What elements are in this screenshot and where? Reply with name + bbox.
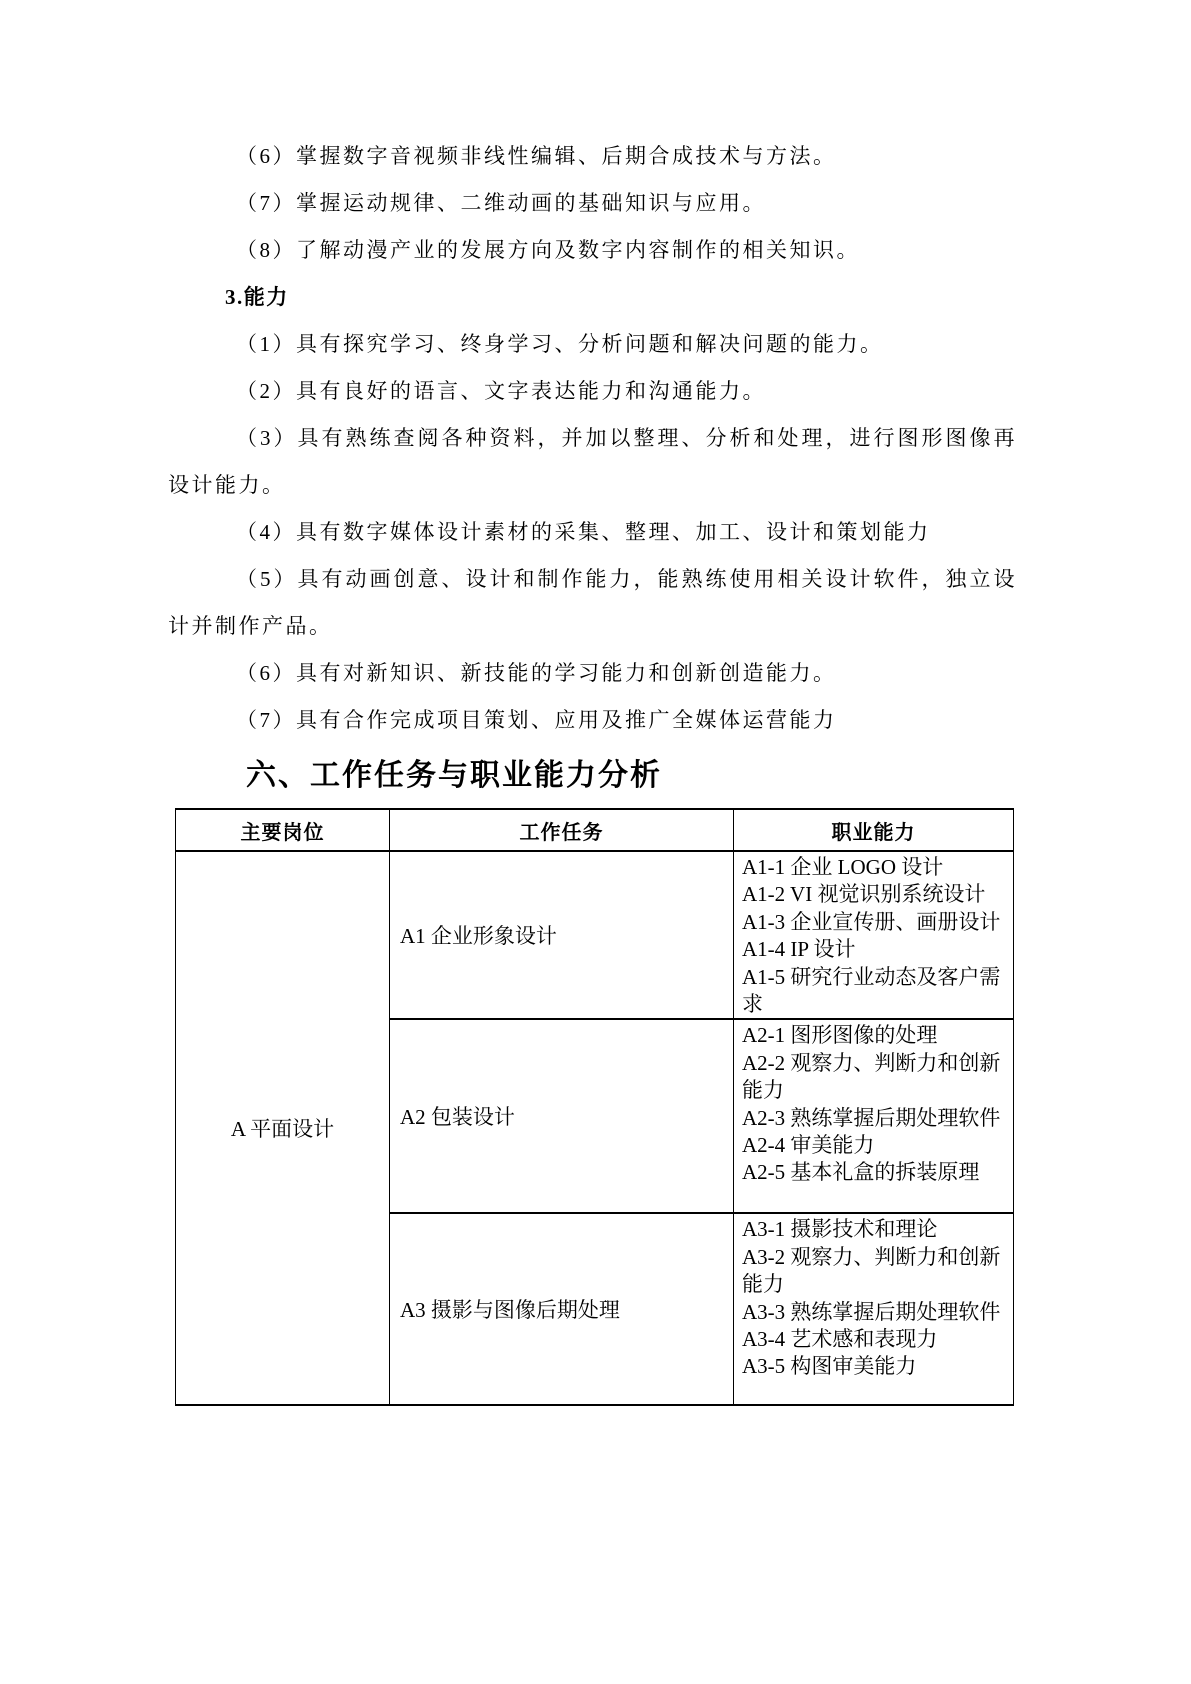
capability-item: A2-2 观察力、判断力和创新能力	[742, 1050, 1001, 1103]
capability-item: A3-1 摄影技术和理论	[742, 1217, 938, 1242]
capability-item: A3-5 构图审美能力	[742, 1354, 917, 1379]
paragraph-ability-7: （7）具有合作完成项目策划、应用及推广全媒体运营能力	[236, 708, 837, 732]
capability-item: A3-3 熟练掌握后期处理软件	[742, 1299, 1001, 1324]
paragraph-ability-2: （2）具有良好的语言、文字表达能力和沟通能力。	[236, 379, 766, 403]
capability-item: A3-4 艺术感和表现力	[742, 1327, 938, 1352]
cell-abilities-a2	[734, 1019, 1014, 1213]
body-text-block	[168, 133, 1017, 744]
column-header-main-position: 主要岗位	[176, 809, 390, 851]
cell-abilities-a3	[734, 1213, 1014, 1405]
capability-item: A1-5 研究行业动态及客户需求	[742, 964, 1001, 1017]
section-heading: 六、工作任务与职业能力分析	[246, 759, 662, 792]
task-ability-table	[175, 808, 1014, 1406]
cell-task-a1: A1 企业形象设计	[390, 851, 734, 1019]
cell-position-group: A 平面设计	[176, 851, 390, 1405]
capability-item: A1-2 VI 视觉识别系统设计	[742, 882, 986, 907]
paragraph-ability-1: （1）具有探究学习、终身学习、分析问题和解决问题的能力。	[236, 332, 884, 356]
capability-item: A2-1 图形图像的处理	[742, 1023, 938, 1048]
paragraph-knowledge-6: （6）掌握数字音视频非线性编辑、后期合成技术与方法。	[236, 144, 837, 168]
column-header-work-task: 工作任务	[390, 809, 734, 851]
capability-item: A1-4 IP 设计	[742, 937, 856, 962]
cell-task-a3: A3 摄影与图像后期处理	[390, 1213, 734, 1405]
capability-item: A3-2 观察力、判断力和创新能力	[742, 1244, 1001, 1297]
table-row-a1	[176, 851, 1014, 1019]
column-header-professional-ability: 职业能力	[734, 809, 1014, 851]
paragraph-ability-5: （5）具有动画创意、设计和制作能力，能熟练使用相关设计软件，独立设计并制作产品。	[168, 567, 1017, 638]
capability-item: A2-5 基本礼盒的拆装原理	[742, 1160, 980, 1185]
paragraph-ability-3: （3）具有熟练查阅各种资料，并加以整理、分析和处理，进行图形图像再设计能力。	[168, 426, 1017, 497]
paragraph-ability-4: （4）具有数字媒体设计素材的采集、整理、加工、设计和策划能力	[236, 520, 931, 544]
cell-abilities-a1	[734, 851, 1014, 1019]
table-header-row	[176, 809, 1014, 851]
paragraph-knowledge-8: （8）了解动漫产业的发展方向及数字内容制作的相关知识。	[236, 238, 860, 262]
capability-item: A2-3 熟练掌握后期处理软件	[742, 1105, 1001, 1130]
cell-task-a2: A2 包装设计	[390, 1019, 734, 1213]
capability-item: A1-1 企业 LOGO 设计	[742, 855, 944, 879]
paragraph-knowledge-7: （7）掌握运动规律、二维动画的基础知识与应用。	[236, 191, 766, 215]
capability-item: A2-4 审美能力	[742, 1133, 875, 1158]
capability-item: A1-3 企业宣传册、画册设计	[742, 909, 1001, 934]
paragraph-ability-6: （6）具有对新知识、新技能的学习能力和创新创造能力。	[236, 661, 837, 685]
subheading-ability: 3.能力	[225, 285, 289, 309]
